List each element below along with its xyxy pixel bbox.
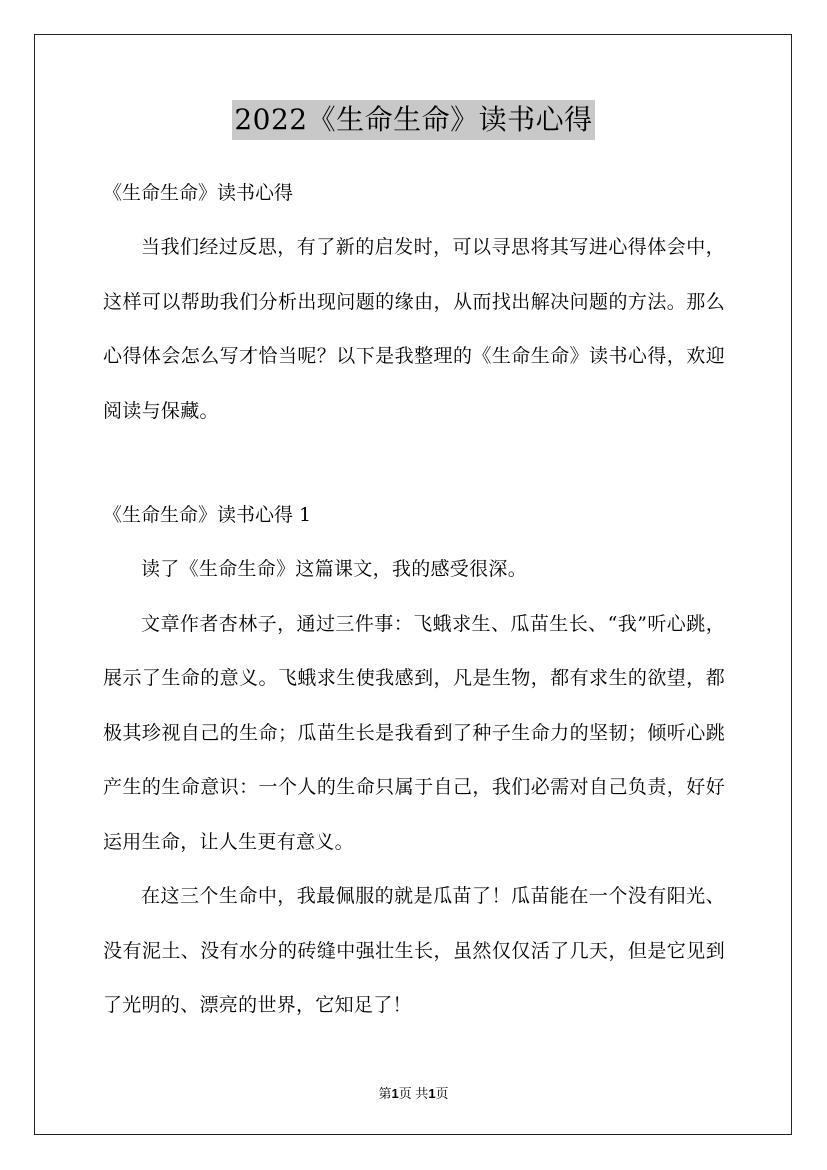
page-footer (0, 1083, 827, 1102)
document-body (103, 166, 725, 1033)
document-title: 2022《生命生命》读书心得 (232, 100, 594, 140)
footer-page-number: 1 (391, 1086, 399, 1101)
section-heading: 《生命生命》读书心得 1 (103, 504, 312, 526)
body-paragraph: 在这三个生命中，我最佩服的就是瓜苗了！瓜苗能在一个没有阳光、没有泥土、没有水分的砖缝中强壮生长，虽然仅仅活了几天，但是它见到了光明的、漂亮的世界，它知足了！ (103, 885, 725, 1016)
footer-page-total: 1 (428, 1086, 436, 1101)
title-wrap (0, 100, 827, 140)
intro-heading: 《生命生命》读书心得 (103, 182, 294, 204)
footer-mid: 页 共 (398, 1086, 429, 1101)
section-spacer (103, 438, 725, 488)
body-paragraph: 读了《生命生命》这篇课文，我的感受很深。 (141, 558, 528, 580)
footer-prefix: 第 (378, 1086, 392, 1101)
footer-suffix: 页 (435, 1086, 449, 1101)
intro-paragraph: 当我们经过反思，有了新的启发时，可以寻思将其写进心得体会中，这样可以帮助我们分析出现问题的缘由，从而找出解决问题的方法。那么心得体会怎么写才恰当呢？以下是我整理的《生命生命》读书心得，欢迎阅读与保藏。 (103, 236, 725, 422)
body-paragraph: 文章作者杏林子，通过三件事：飞蛾求生、瓜苗生长、“我”听心跳，展示了生命的意义。飞蛾求生使我感到，凡是生物，都有求生的欲望，都极其珍视自己的生命；瓜苗生长是我看到了种子生命力的坚韧；倾听心跳产生的生命意识：一个人的生命只属于自己，我们必需对自己负责，好好运用生命，让人生更有意义。 (103, 612, 725, 853)
